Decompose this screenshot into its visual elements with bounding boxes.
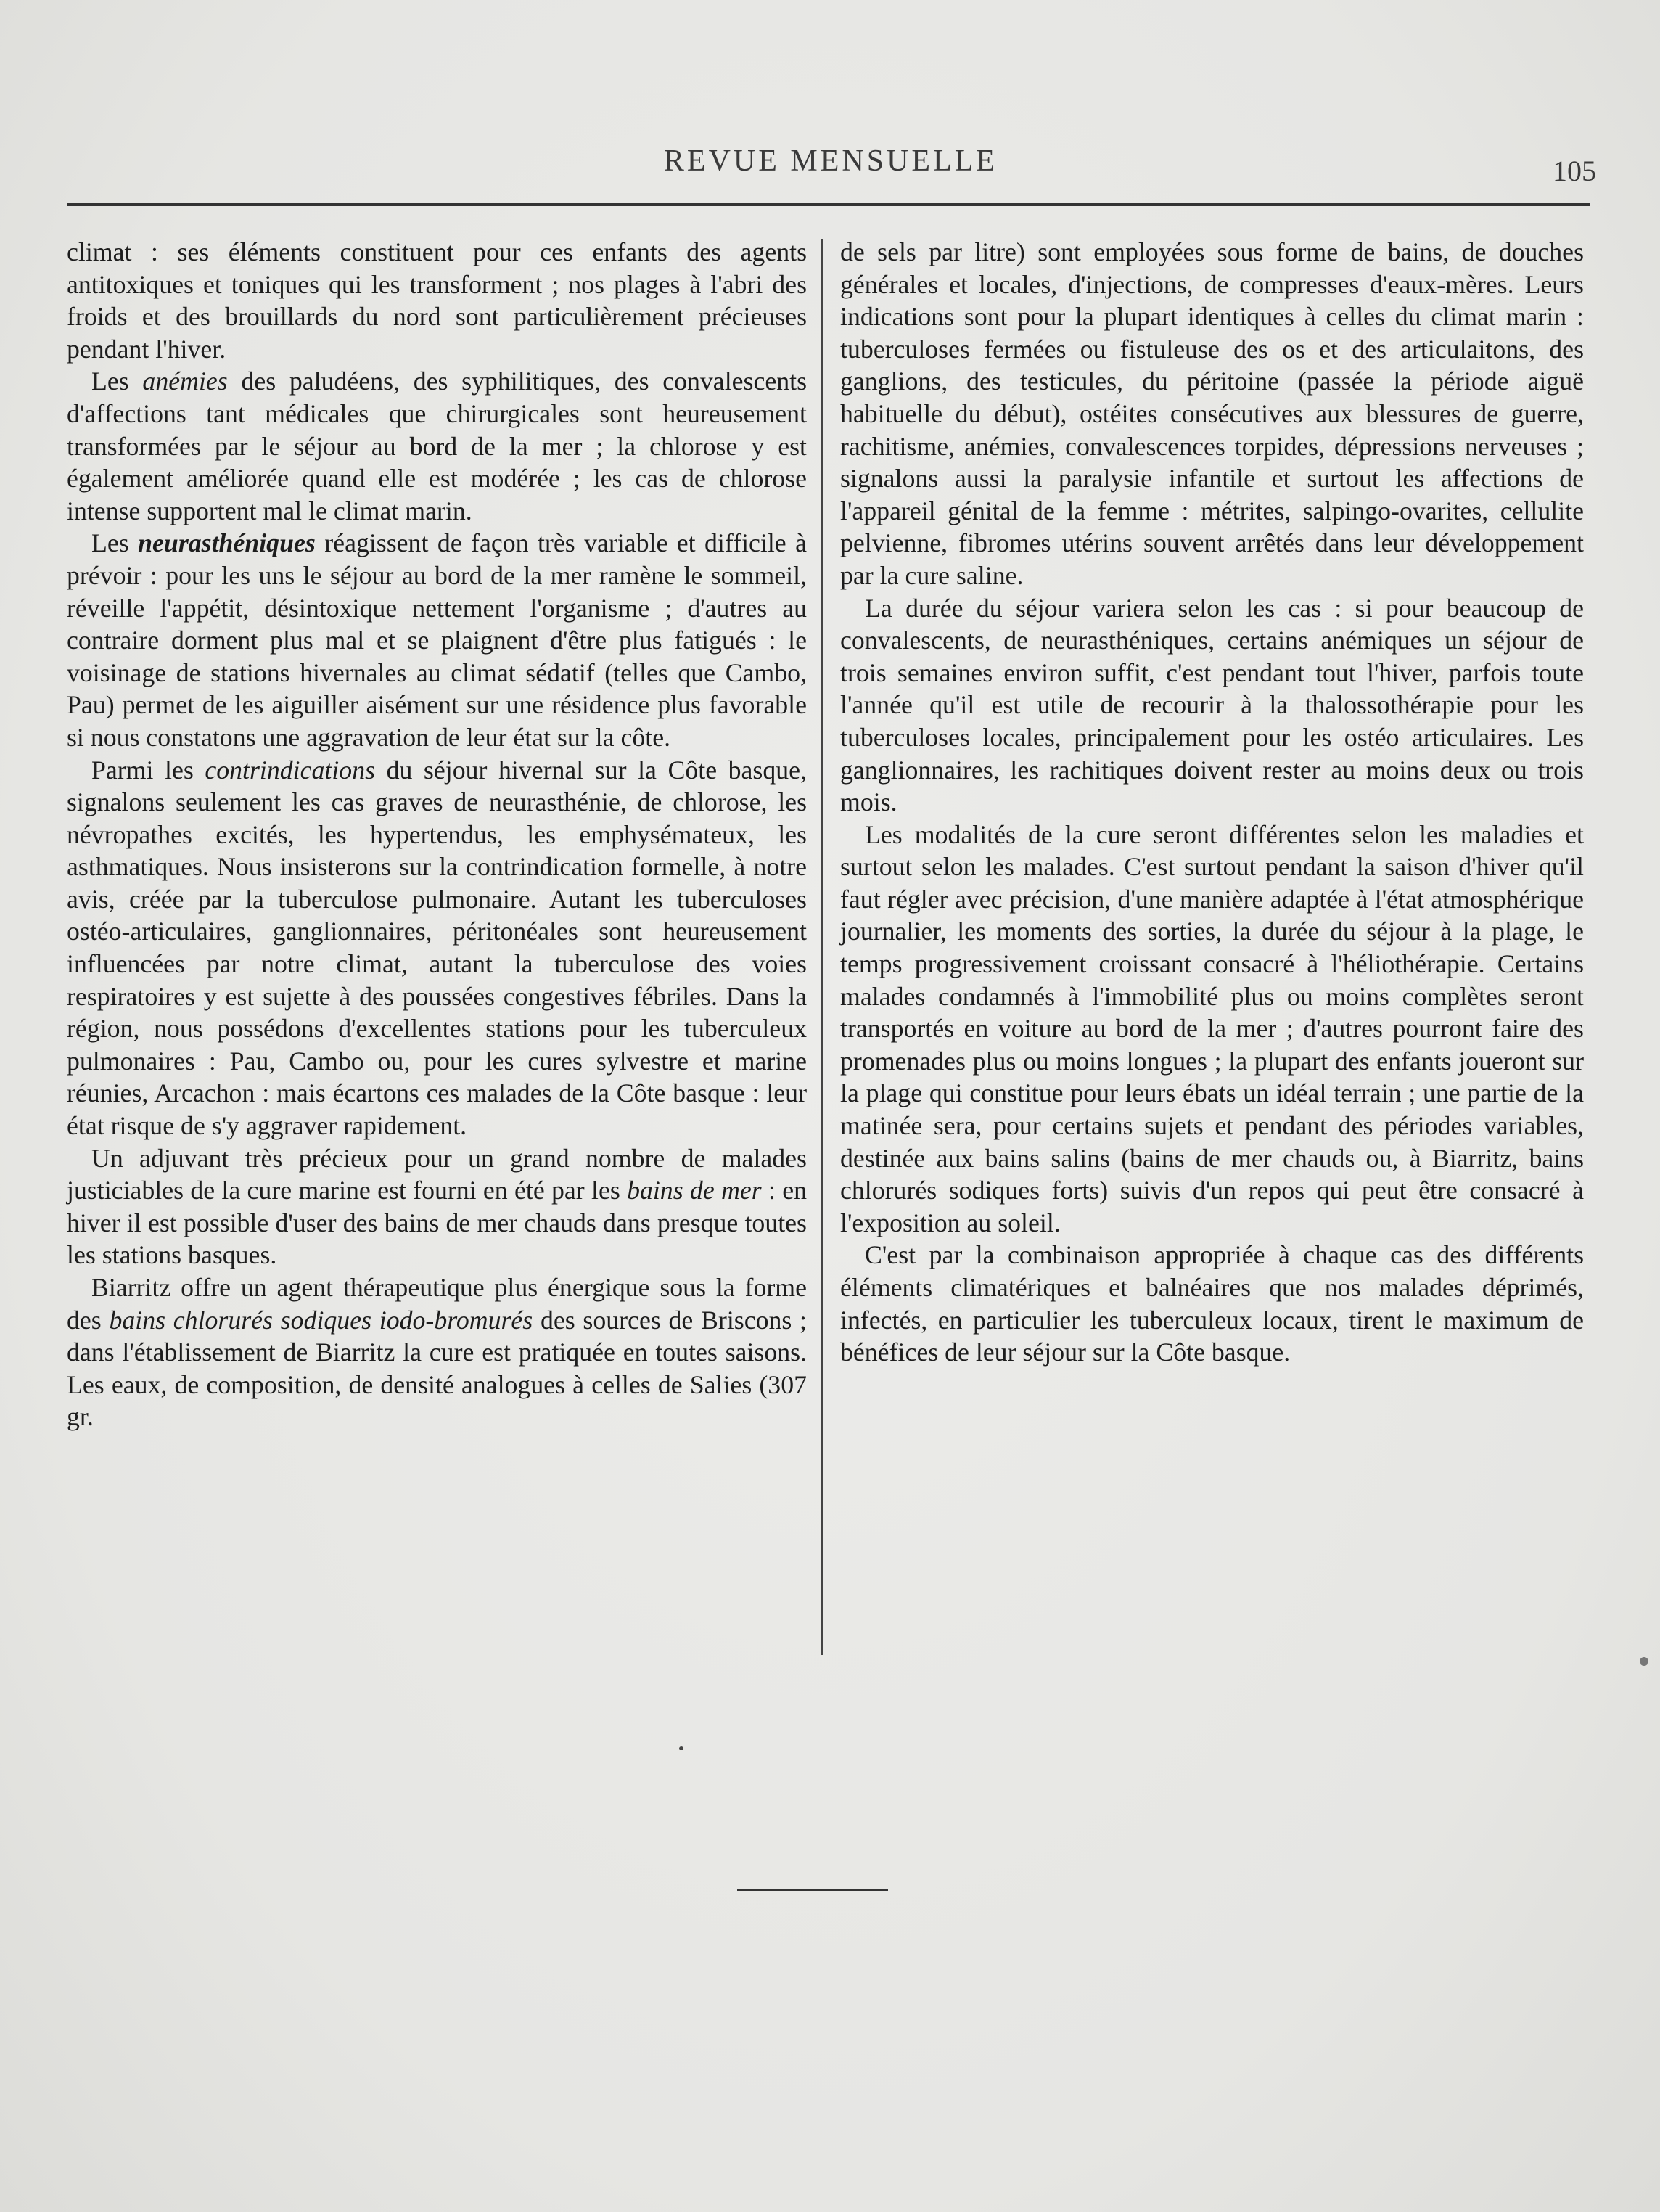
paragraph: C'est par la combinaison appropriée à chaque cas des différents éléments climatériques et balnéaires que nos malades déprimés, infectés, en particulier les tuberculeux locaux, tirent le maximum de bénéfices de leur séjour sur la Côte basque. (840, 1240, 1584, 1367)
left-column (67, 236, 807, 1433)
page-number: 105 (1553, 155, 1596, 187)
header-rule (67, 203, 1590, 206)
paragraph: de sels par litre) sont employées sous forme de bains, de douches générales et locales, d'injections, de compresses d'eaux-mères. Leurs indications sont pour la plupart identiques à celles du climat marin : tuberculoses fermées ou fistuleuse des os et des articulaitons, des ganglions, des testicules, du péritoine (passée la période aiguë habituelle du début), ostéites consécutives aux blessures de guerre, rachitisme, anémies, convalescences torpides, dépressions nerveuses ; signalons aussi la paralysie infantile et surtout les affections de l'appareil génital de la femme : métrites, salpingo-ovarites, cellulite pelvienne, fibromes utérins souvent arrêtés dans leur développement par la cure saline. (840, 237, 1584, 590)
ink-speck (1640, 1657, 1648, 1666)
ink-speck (679, 1746, 683, 1750)
paragraph: climat : ses éléments constituent pour ces enfants des agents antitoxiques et toniques qui les transforment ; nos plages à l'abri des froids et des brouillards du nord sont particulièrement précieuses pendant l'hiver. (67, 237, 807, 364)
paragraph: Les anémies des paludéens, des syphilitiques, des convalescents d'affections tant médicales que chirurgicales sont heureusement transformées par le séjour au bord de la mer ; la chlorose y est également améliorée quand elle est modérée ; les cas de chlorose intense supportent mal le climat marin. (67, 366, 808, 525)
paragraph: Un adjuvant très précieux pour un grand nombre de malades justiciables de la cure marine est fourni en été par les bains de mer : en hiver il est possible d'user des bains de mer chauds dans presque toutes les stations basques. (67, 1143, 807, 1270)
paragraph: La durée du séjour variera selon les cas : si pour beaucoup de convalescents, de neurasthéniques, certains anémiques un séjour de trois semaines environ suffit, c'est pendant tout l'hiver, parfois toute l'année qu'il est utile de recourir à la thalossothérapie pour les tuberculoses locales, principalement pour les ostéo articulaires. Les ganglionnaires, les rachitiques doivent rester au moins deux ou trois mois. (840, 593, 1584, 817)
running-header (65, 144, 1596, 202)
paragraph: Parmi les contrindications du séjour hivernal sur la Côte basque, signalons seulement les cas graves de neurasthénie, de chlorose, les névropathes excités, les hypertendus, les emphysémateux, les asthmatiques. Nous insisterons sur la contrindication formelle, à notre avis, créée par la tuberculose pulmonaire. Autant les tuberculoses ostéo-articulaires, ganglionnaires, péritonéales sont heureusement influencées par notre climat, autant la tuberculose des voies respiratoires y est sujette à des poussées congestives fébriles. Dans la région, nous possédons d'excellentes stations pour les tuberculeux pulmonaires : Pau, Cambo ou, pour les cures sylvestre et marine réunies, Arcachon : mais écartons ces malades de la Côte basque : leur état risque de s'y aggraver rapidement. (67, 755, 807, 1141)
journal-title: REVUE MENSUELLE (663, 144, 998, 178)
paragraph: Les neurasthéniques réagissent de façon très variable et difficile à prévoir : pour les uns le séjour au bord de la mer ramène le sommeil, réveille l'appétit, désintoxique nettement l'organisme ; d'autres au contraire dorment plus mal et se plaignent d'être plus fatigués : le voisinage de stations hivernales au climat sédatif (telles que Cambo, Pau) permet de les aiguiller aisément sur une résidence plus favorable si nous constatons une aggravation de leur état sur la côte. (67, 528, 808, 752)
footer-rule (737, 1889, 888, 1891)
paragraph: Biarritz offre un agent thérapeutique plus énergique sous la forme des bains chlorurés sodiques iodo-bromurés des sources de Briscons ; dans l'établissement de Biarritz la cure est pratiquée en toutes saisons. Les eaux, de composition, de densité analogues à celles de Salies (307 gr. (67, 1273, 808, 1432)
right-column (840, 236, 1584, 1369)
column-divider (821, 239, 823, 1655)
paragraph: Les modalités de la cure seront différentes selon les maladies et surtout selon les malades. C'est surtout pendant la saison d'hiver qu'il faut régler avec précision, d'une manière adaptée à l'état atmosphérique journalier, les moments des sorties, la durée du séjour à la plage, le temps progressivement croissant consacré à l'héliothérapie. Certains malades condamnés à l'immobilité plus ou moins complètes seront transportés en voiture au bord de la mer ; d'autres pourront faire des promenades plus ou moins longues ; la plupart des enfants joueront sur la plage qui constitue pour leurs ébats un idéal terrain ; une partie de la matinée sera, pour certains sujets et pendant des périodes variables, destinée aux bains salins (bains de mer chauds ou, à Biarritz, bains chlorurés sodiques forts) suivis d'un repos qui peut être consacré à l'exposition au soleil. (840, 819, 1584, 1237)
